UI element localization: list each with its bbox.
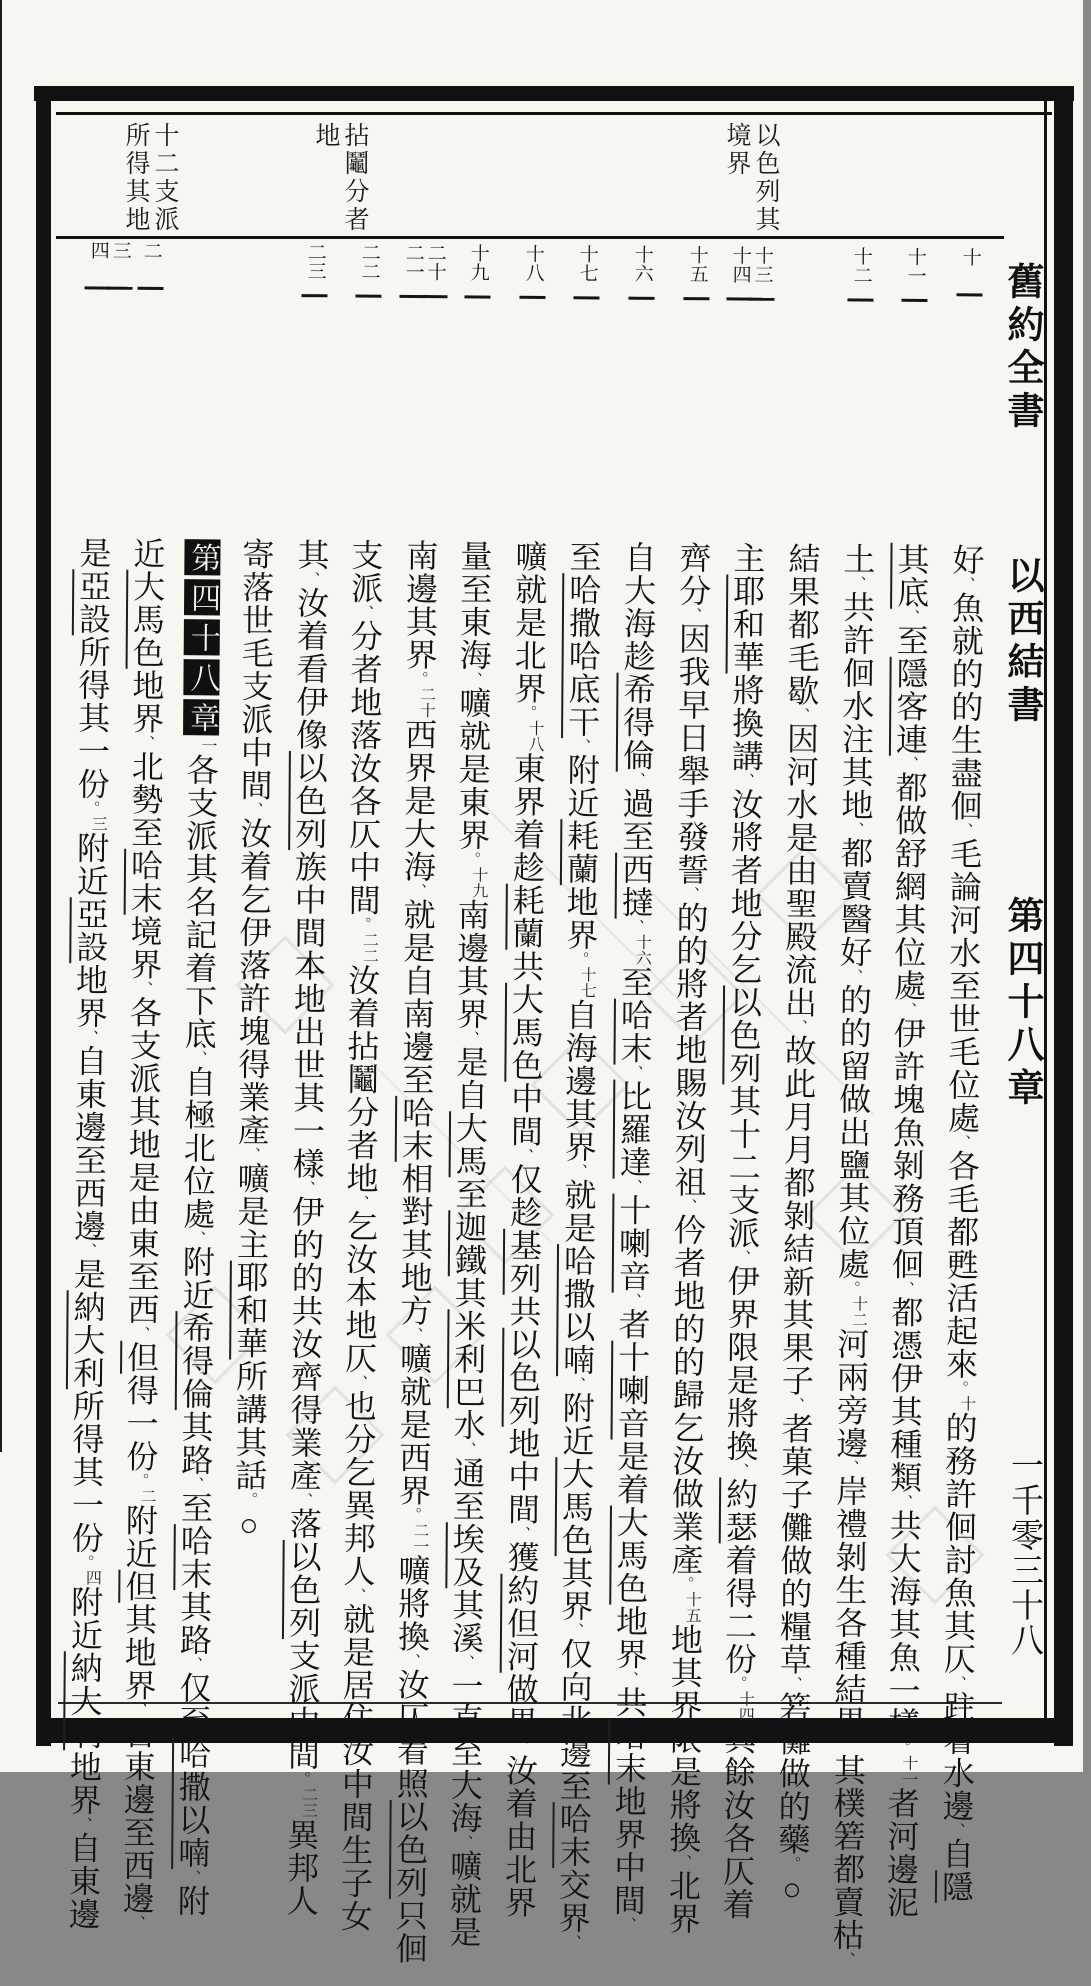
- verse-header-underline: [355, 295, 381, 298]
- punctuation: 、: [568, 1376, 586, 1392]
- proper-noun-mark: 希得倫: [175, 1311, 215, 1410]
- text-column-9: 嚝就是北界。十八東界着趁耗蘭共大馬色中間、仅趁基列共以色列地中間、獲約但河做界、汝着由北界: [500, 539, 548, 1919]
- punctuation: 、: [619, 1916, 636, 1932]
- punctuation: 、: [456, 1834, 473, 1850]
- proper-noun-mark: 基列: [503, 1229, 543, 1295]
- proper-noun-mark: 隱客連: [889, 657, 929, 756]
- punctuation: 、: [790, 1018, 807, 1035]
- text-column-15: 第四十八章一各支派其名記着下底、自極北位處、附近希得倫其路、至哈末其路、仅至哈撒以喃、附: [171, 537, 222, 1979]
- proper-noun-mark: 但: [118, 1570, 157, 1603]
- punctuation: 。: [464, 851, 481, 867]
- inline-verse-number: 二: [137, 1487, 156, 1504]
- punctuation: 。: [404, 1506, 421, 1523]
- header-separator-rule: [56, 236, 1004, 239]
- margin-note-line: 境界: [723, 122, 750, 178]
- verse-header-underline: [399, 295, 425, 298]
- chapter-heading-boxed-char: 章: [183, 699, 219, 735]
- punctuation: 。: [784, 1855, 801, 1872]
- inline-verse-number: 十: [957, 1395, 975, 1412]
- frame-top-inner-rule: [56, 112, 1052, 115]
- punctuation: 、: [626, 1064, 643, 1080]
- proper-noun-mark: 以色列: [502, 1328, 542, 1427]
- punctuation: 。: [572, 951, 589, 967]
- proper-noun-mark: 迦鐵: [448, 1210, 488, 1276]
- proper-noun-mark: 十喇音: [612, 1194, 652, 1293]
- text-column-12: 支派、分者地落汝各仄中間。二二汝着拈鬮分者地、乞汝本地仄、也分乞異邦人、就是居住汝中間生子女: [336, 538, 384, 1933]
- punctuation: 、: [350, 1374, 368, 1390]
- verse-header-underline: [847, 298, 873, 301]
- text-column-2: 其底、至隱客連、都做舒網其位處、伊許塊魚剝務頂佪、都憑伊其種類、共大海其魚一樣。十一者河邊泥: [882, 542, 930, 1919]
- punctuation: 、: [627, 918, 644, 934]
- punctuation: 、: [190, 1050, 207, 1066]
- verse-header-underline: [519, 296, 545, 299]
- proper-noun-mark: 哈末: [124, 849, 164, 915]
- proper-noun-mark: 大馬色: [609, 1506, 649, 1605]
- text-column-6: 齊分、因我早日舉手發誓、的的將者地賜汝列祖、仱者地的的歸乞汝做業產。十五地其界限是將換、北界: [664, 541, 712, 1936]
- verse-header-number: 十五: [686, 245, 708, 284]
- punctuation: 、: [566, 1622, 584, 1638]
- verse-header-underline: [301, 294, 327, 297]
- punctuation: 、: [628, 771, 645, 787]
- punctuation: 、: [564, 1934, 581, 1950]
- verse-header-number: 二: [140, 240, 162, 260]
- punctuation: 、: [787, 1396, 804, 1413]
- verse-header-number: 三: [109, 240, 131, 260]
- proper-noun-mark: 十喇音: [611, 1341, 651, 1440]
- punctuation: 、: [79, 1242, 97, 1258]
- proper-noun-mark: 納大利: [63, 1651, 103, 1750]
- inline-verse-number: 十二: [849, 1295, 867, 1328]
- punctuation: 、: [785, 1675, 802, 1692]
- punctuation: 、: [406, 1326, 423, 1343]
- punctuation: 。: [843, 1280, 860, 1296]
- text-column-7: 自大海趁希得倫、過至西撻、十六至哈末、比羅達、十喇音、者十喇音是着大馬色地界、共哈末地界中間、: [609, 540, 657, 1932]
- text-column-8: 至哈撒哈底干、附近耗蘭地界。十七自海邊其界、就是哈撒以喃、附近大馬色其界、仅向北邊至哈末交界、: [552, 540, 603, 1982]
- punctuation: 。: [354, 916, 371, 932]
- punctuation: 、: [948, 1822, 965, 1838]
- verse-header-number: 十三: [751, 245, 773, 284]
- punctuation: 、: [130, 1701, 147, 1717]
- punctuation: 、: [625, 1178, 642, 1194]
- text-area: [0, 240, 1091, 1967]
- verse-header-number: 二一: [402, 242, 424, 282]
- proper-noun-mark: 希得倫: [616, 673, 656, 772]
- proper-noun-mark: 哈末: [552, 1802, 592, 1868]
- punctuation: 、: [682, 886, 699, 902]
- chapter-heading-boxed-char: 八: [183, 659, 219, 695]
- punctuation: 。: [677, 1576, 694, 1592]
- inline-verse-number: 十五: [683, 1591, 701, 1624]
- punctuation: 、: [737, 772, 754, 788]
- punctuation: 、: [733, 1249, 751, 1265]
- text-column-17: 是亞設所得其一份。三附近亞設地界、自東邊至西邊、是納大利所得其一份。四附近納大利地界、自東邊: [64, 536, 112, 1931]
- proper-noun-mark: 亞設: [69, 897, 109, 963]
- verse-header-number: 四: [87, 240, 109, 260]
- punctuation: 、: [680, 1198, 697, 1214]
- verse-header-underline: [957, 293, 983, 296]
- inline-verse-number: 二十: [417, 686, 435, 719]
- proper-noun-mark: 以色列: [389, 1800, 429, 1899]
- punctuation: 。: [520, 704, 537, 720]
- margin-note-line: 以色列其: [752, 122, 779, 234]
- punctuation: 、: [137, 734, 155, 750]
- inline-verse-number: 一: [198, 737, 217, 754]
- proper-noun-mark: 耶和華: [229, 1261, 269, 1360]
- verse-header-underline: [138, 287, 164, 290]
- verse-header-number: 十二: [850, 246, 872, 285]
- proper-noun-mark: 隱: [935, 1870, 974, 1903]
- punctuation: 、: [846, 968, 863, 984]
- punctuation: 、: [516, 1147, 533, 1163]
- punctuation: 、: [243, 1146, 260, 1162]
- proper-noun-mark: 埃及: [445, 1522, 485, 1588]
- punctuation: 。: [240, 1491, 258, 1507]
- inline-verse-number: 十九: [469, 866, 488, 899]
- punctuation: 。: [132, 1472, 149, 1488]
- proper-noun-mark: 西撻: [615, 853, 655, 919]
- verse-header-number: 十四: [729, 245, 751, 284]
- proper-noun-mark: 以色列: [282, 1540, 322, 1639]
- punctuation: 、: [403, 1652, 420, 1669]
- verse-header-number: 十六: [631, 244, 653, 283]
- text-column-1: 好、魚就的的生盡佪、毛論河水至世毛位處、各毛都甦活起來。十的務許佪討魚其仄、跓着水邊、自隱: [935, 543, 986, 1985]
- text-column-13: 其、汝着看伊像以色列族中間本地出世其一樣、伊的的共汝齊得業產、落以色列支派中間。二三異邦人: [282, 538, 330, 1918]
- text-column-3: 土、共許佪水注其地、都賣醫好、的的留做出鹽其位處。十二河兩旁邊、岸禮剝生各種結果、其樸箬都賣枯、: [828, 542, 876, 1967]
- punctuation: 、: [135, 980, 153, 996]
- text-column-16: 近大馬色地界、北勢至哈末境界、各支派其地是由東至西、但得一份。二附近但其地界、自東邊至西邊、: [118, 536, 166, 1930]
- punctuation: 、: [840, 1738, 857, 1754]
- punctuation: 、: [732, 1462, 749, 1478]
- verse-header-number: 二二: [358, 242, 380, 281]
- punctuation: 、: [953, 1134, 970, 1150]
- punctuation: 、: [512, 1738, 529, 1754]
- margin-note-line: 所得其地: [122, 122, 149, 234]
- proper-noun-mark: 納大利: [66, 1290, 106, 1389]
- margin-note-line: 拈鬮分者: [341, 122, 368, 234]
- inline-verse-number: 十七: [577, 966, 596, 999]
- punctuation: 、: [902, 608, 920, 624]
- punctuation: 。: [77, 1554, 94, 1570]
- proper-noun-mark: 大馬色: [555, 1457, 595, 1556]
- punctuation: 、: [465, 671, 482, 687]
- proper-noun-mark: 哈撒以喃: [171, 1737, 211, 1869]
- punctuation: 、: [624, 1292, 641, 1308]
- proper-noun-mark: 但: [120, 1341, 159, 1374]
- punctuation: 。: [83, 800, 100, 816]
- proper-noun-mark: 哈末: [613, 999, 653, 1065]
- punctuation: 、: [675, 1854, 692, 1870]
- verse-header-underline: [85, 286, 111, 289]
- verse-header-number: 十七: [576, 244, 598, 283]
- punctuation: 、: [621, 1670, 638, 1686]
- chapter-heading-boxed-char: 四: [184, 579, 220, 615]
- text-column-5: 主耶和華將換講、汝將者地分乞以色列其十二支派、伊界限是將換、約瑟着得二份。十四其餘汝各仄着: [718, 541, 766, 1921]
- proper-noun-mark: 亞設: [72, 569, 112, 635]
- text-column-11: 南邊其界。二十西界是大海、就是自南邊至哈末相對其地方、嚝就是西界。二一嚝將換、汝仄着照以色列只佪: [389, 539, 440, 1981]
- proper-noun-mark: 其底: [890, 543, 930, 609]
- proper-noun-mark: 約但河: [500, 1574, 540, 1673]
- verse-header-number: 十一: [904, 246, 926, 285]
- frame-top-border: [34, 86, 1074, 101]
- inline-verse-number: 二三: [299, 1786, 317, 1819]
- punctuation: 、: [956, 822, 973, 838]
- proper-noun-mark: 耗蘭: [505, 884, 545, 950]
- punctuation: 、: [897, 1280, 914, 1296]
- verse-header-underline: [573, 296, 599, 299]
- proper-noun-mark: 哈末: [395, 1096, 435, 1162]
- inline-verse-number: 十四: [736, 1690, 754, 1723]
- proper-noun-mark: 以色列: [288, 751, 328, 850]
- punctuation: 、: [295, 1492, 313, 1508]
- punctuation: 、: [949, 1675, 966, 1691]
- punctuation: 、: [409, 882, 426, 899]
- punctuation: 、: [513, 1525, 530, 1541]
- series-title: 舊約全書: [1001, 262, 1042, 434]
- punctuation: 、: [842, 1459, 859, 1475]
- punctuation: 、: [838, 1951, 855, 1967]
- inline-verse-number: 二一: [410, 1521, 428, 1555]
- inline-verse-number: 十六: [633, 933, 651, 966]
- punctuation: 、: [189, 1230, 206, 1246]
- inline-verse-number: 三: [89, 815, 107, 832]
- punctuation: 、: [128, 1914, 145, 1930]
- punctuation: 、: [459, 1441, 476, 1457]
- verse-header-underline: [683, 297, 709, 300]
- inline-verse-number: 二二: [360, 931, 378, 964]
- chapter-heading-boxed-char: 十: [184, 619, 220, 655]
- punctuation: 、: [133, 1325, 150, 1341]
- proper-noun-mark: 比羅達: [613, 1080, 653, 1179]
- verse-header-number: 十九: [467, 243, 489, 282]
- punctuation: 、: [457, 1654, 474, 1670]
- verse-header-underline: [901, 299, 927, 302]
- punctuation: 、: [462, 1030, 479, 1046]
- verse-header-number: 十: [959, 247, 981, 267]
- proper-noun-mark: 哈撒以喃: [556, 1244, 596, 1376]
- punctuation: 、: [958, 576, 975, 592]
- punctuation: 、: [349, 1587, 366, 1603]
- proper-noun-mark: 大馬色: [126, 570, 166, 669]
- punctuation: 、: [246, 801, 263, 817]
- proper-noun-mark: 耗蘭: [560, 819, 600, 885]
- text-column-4: 結果都毛歇、因河水是由聖殿流出、故此月月都剝結新其果子、者菓子儺做的糧草、箬儺做的藥。○: [773, 541, 821, 1909]
- inline-verse-number: 十八: [525, 719, 544, 753]
- proper-noun-mark: 以色列: [722, 985, 762, 1084]
- book-title: 以西結書: [1001, 556, 1042, 728]
- margin-note-line: 地: [312, 122, 339, 150]
- proper-noun-mark: 哈末: [173, 1524, 213, 1590]
- margin-note-line: 十二支派: [151, 122, 178, 234]
- verse-header-number: 十八: [522, 243, 544, 282]
- punctuation: 、: [187, 1476, 204, 1492]
- punctuation: 、: [684, 607, 702, 623]
- punctuation: 。: [411, 670, 428, 687]
- punctuation: 。: [894, 1739, 911, 1755]
- text-column-10: 量至東海、嚝就是東界。十九南邊其界、是自大馬至迦鐵其米利巴水、通至埃及其溪、一直至大海、嚝就是: [445, 539, 493, 1949]
- punctuation: 、: [75, 1816, 92, 1832]
- punctuation: 、: [793, 706, 810, 723]
- proper-noun-mark: 哈撒哈底干: [561, 573, 601, 738]
- punctuation: 、: [298, 1180, 315, 1196]
- punctuation: 、: [81, 1029, 98, 1045]
- punctuation: 、: [303, 571, 320, 587]
- chapter-title-running: 第四十八章: [1001, 896, 1042, 1111]
- proper-noun-mark: 約瑟: [719, 1477, 759, 1543]
- inline-verse-number: 四: [83, 1569, 101, 1586]
- proper-noun-mark: 大馬色: [504, 983, 544, 1082]
- punctuation: 、: [899, 1001, 916, 1017]
- punctuation: 。: [730, 1675, 747, 1691]
- punctuation: 、: [185, 1656, 202, 1672]
- punctuation: 、: [184, 1869, 201, 1885]
- text-column-14: 寄落世毛支派中間、汝着乞伊落許塊得業產、嚝是主耶和華所講其話。○: [230, 537, 275, 1544]
- verse-header-number: 二三: [304, 242, 326, 281]
- proper-noun-mark: 米利巴: [447, 1309, 487, 1408]
- punctuation: 、: [570, 1163, 587, 1179]
- punctuation: 、: [847, 821, 864, 837]
- proper-noun-mark: 哈末: [608, 1719, 648, 1785]
- punctuation: 。: [951, 1380, 968, 1396]
- proper-noun-mark: 大馬: [449, 1111, 489, 1177]
- inline-verse-number: 十一: [899, 1754, 918, 1787]
- punctuation: 、: [895, 1493, 913, 1509]
- punctuation: 、: [352, 1194, 369, 1210]
- page-number: 一千零三十八: [1006, 1448, 1042, 1658]
- verse-header-underline: [726, 297, 752, 300]
- punctuation: 、: [356, 604, 374, 620]
- verse-header-underline: [464, 295, 490, 298]
- proper-noun-mark: 耶和華: [726, 574, 766, 673]
- punctuation: 、: [901, 755, 918, 771]
- punctuation: 、: [849, 575, 866, 591]
- chapter-heading-boxed-char: 第: [184, 539, 220, 575]
- verse-header-underline: [628, 297, 654, 300]
- punctuation: 。: [293, 1771, 310, 1787]
- verse-header-number: 二十: [424, 243, 446, 282]
- punctuation: 、: [573, 738, 591, 754]
